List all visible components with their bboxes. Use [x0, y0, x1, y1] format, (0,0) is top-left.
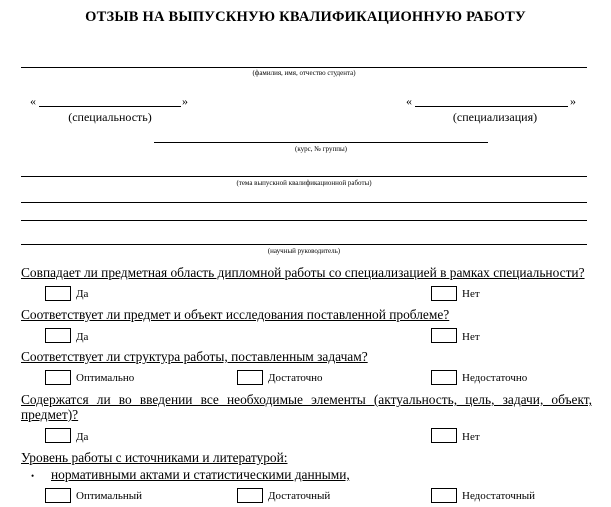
specialization-label: (специализация) — [452, 110, 538, 124]
q4-no-label: Нет — [462, 431, 480, 443]
q5-optimal-label: Оптимальный — [76, 490, 143, 502]
q3-sufficient-label: Достаточно — [268, 372, 323, 384]
q4-yes-checkbox[interactable] — [45, 428, 71, 443]
q3-sufficient-checkbox[interactable] — [237, 370, 263, 385]
question-5: Уровень работы с источниками и литературой: — [21, 450, 288, 465]
page-title: ОТЗЫВ НА ВЫПУСКНУЮ КВАЛИФИКАЦИОННУЮ РАБОТУ — [85, 9, 526, 25]
course-line[interactable] — [154, 142, 488, 143]
specialty-quote-close: » — [182, 94, 188, 108]
bullet-item-normative: нормативными актами и статистическими данными, — [51, 467, 350, 482]
q3-optimal-checkbox[interactable] — [45, 370, 71, 385]
supervisor-caption: (научный руководитель) — [267, 247, 341, 255]
bullet-icon: • — [31, 471, 35, 481]
q5-sufficient-label: Достаточный — [268, 490, 331, 502]
specialty-line[interactable] — [39, 106, 181, 107]
course-caption: (курс, № группы) — [295, 145, 347, 153]
theme-caption: (тема выпускной квалификационной работы) — [236, 179, 372, 187]
q3-optimal-label: Оптимально — [76, 372, 135, 384]
student-name-line[interactable] — [21, 67, 587, 68]
supervisor-line[interactable] — [21, 244, 587, 245]
specialty-quote-open: « — [30, 94, 36, 108]
specialization-quote-close: » — [570, 94, 576, 108]
q5-insufficient-checkbox[interactable] — [431, 488, 457, 503]
specialization-quote-open: « — [406, 94, 412, 108]
question-4: Содержатся ли во введении все необходимые элементы (актуальность, цель, задачи, объект, предмет)? — [21, 392, 592, 422]
q5-insufficient-label: Недостаточный — [462, 490, 536, 502]
question-1: Совпадает ли предметная область дипломной работы со специализацией в рамках специальности? — [21, 265, 585, 280]
student-name-caption: (фамилия, имя, отчество студента) — [252, 69, 356, 77]
theme-line-2[interactable] — [21, 202, 587, 203]
q4-yes-label: Да — [76, 431, 89, 443]
q2-no-checkbox[interactable] — [431, 328, 457, 343]
q2-yes-label: Да — [76, 331, 89, 343]
q5-optimal-checkbox[interactable] — [45, 488, 71, 503]
specialization-line[interactable] — [415, 106, 568, 107]
question-2: Соответствует ли предмет и объект исследования поставленной проблеме? — [21, 307, 450, 322]
q4-no-checkbox[interactable] — [431, 428, 457, 443]
q2-no-label: Нет — [462, 331, 480, 343]
q3-insufficient-label: Недостаточно — [462, 372, 528, 384]
q2-yes-checkbox[interactable] — [45, 328, 71, 343]
q3-insufficient-checkbox[interactable] — [431, 370, 457, 385]
question-3: Соответствует ли структура работы, поставленным задачам? — [21, 349, 368, 364]
q1-no-checkbox[interactable] — [431, 286, 457, 301]
specialty-label: (специальность) — [68, 110, 152, 124]
q1-yes-label: Да — [76, 288, 89, 300]
q1-yes-checkbox[interactable] — [45, 286, 71, 301]
theme-line-3[interactable] — [21, 220, 587, 221]
q1-no-label: Нет — [462, 288, 480, 300]
q5-sufficient-checkbox[interactable] — [237, 488, 263, 503]
theme-line[interactable] — [21, 176, 587, 177]
